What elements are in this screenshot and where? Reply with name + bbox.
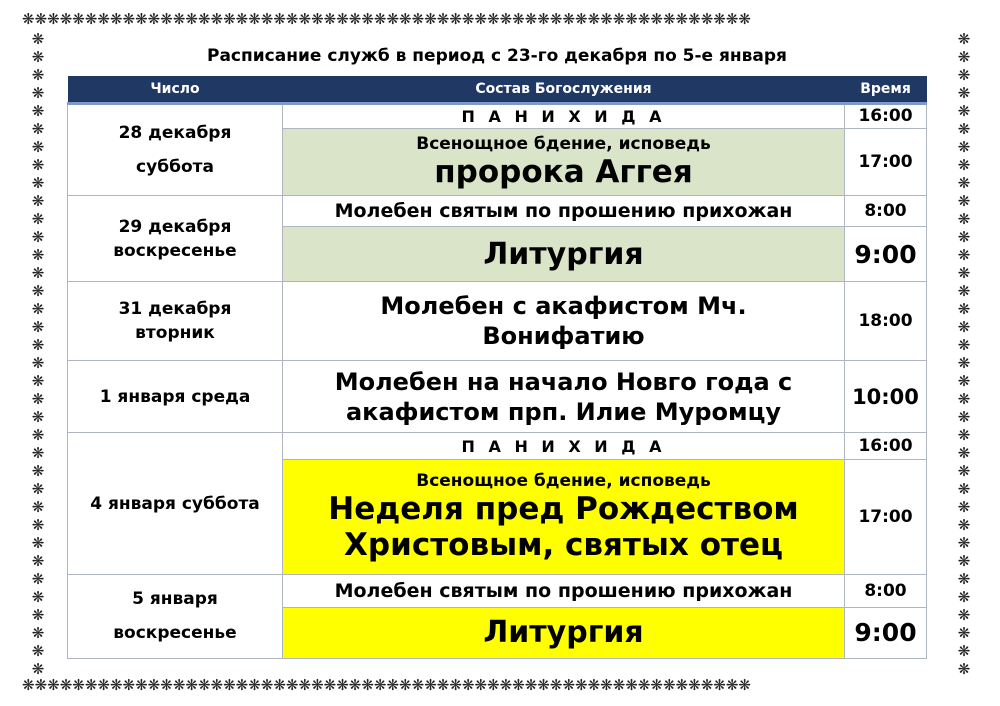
date-cell xyxy=(68,196,283,282)
table-row xyxy=(68,433,927,460)
date-cell xyxy=(68,104,283,196)
service-line-1: Молебен с акафистом Мч. xyxy=(380,292,747,321)
time-cell: 17:00 xyxy=(845,459,927,574)
service-cell: П А Н И Х И Д А xyxy=(283,104,845,129)
table-row xyxy=(68,196,927,227)
service-line-2: Вонифатию xyxy=(482,322,645,351)
service-line-1: Молебен на начало Новго года с xyxy=(334,367,793,396)
date-cell xyxy=(68,574,283,658)
date-cell xyxy=(68,282,283,361)
weekday-text: воскресенье xyxy=(113,240,237,261)
service-cell-highlight: Литургия xyxy=(283,607,845,658)
service-cell-highlight xyxy=(283,128,845,196)
service-cell: Молебен святым по прошению прихожан xyxy=(283,574,845,607)
time-cell: 10:00 xyxy=(845,361,927,433)
date-text: 28 декабря xyxy=(118,123,232,144)
service-line-2: Христовым, святых отец xyxy=(344,526,783,563)
time-cell: 18:00 xyxy=(845,282,927,361)
service-subtitle: Всенощное бдение, исповедь xyxy=(416,133,711,154)
service-cell xyxy=(283,361,845,433)
time-cell: 16:00 xyxy=(845,104,927,129)
time-cell: 8:00 xyxy=(845,196,927,227)
service-cell-highlight: Литургия xyxy=(283,227,845,282)
service-title: пророка Аггея xyxy=(434,153,693,190)
table-row xyxy=(68,361,927,433)
weekday-text: воскресенье xyxy=(113,623,237,644)
date-text: 29 декабря xyxy=(118,216,232,237)
table-row xyxy=(68,282,927,361)
service-line-1: Неделя пред Рождеством xyxy=(328,490,799,527)
time-cell: 16:00 xyxy=(845,433,927,460)
schedule-table xyxy=(67,76,927,659)
weekday-text: вторник xyxy=(135,323,215,344)
service-cell: П А Н И Х И Д А xyxy=(283,433,845,460)
weekday-text: суббота xyxy=(136,157,214,178)
date-cell: 4 января суббота xyxy=(68,433,283,575)
service-subtitle: Всенощное бдение, исповедь xyxy=(416,470,711,491)
service-cell-highlight xyxy=(283,459,845,574)
time-cell: 17:00 xyxy=(845,128,927,196)
table-row xyxy=(68,104,927,129)
time-cell: 9:00 xyxy=(845,607,927,658)
border-right: ❋❋❋❋❋❋❋❋❋❋❋❋❋❋❋❋❋❋❋❋❋❋❋❋❋❋❋❋❋❋❋❋❋❋❋❋ xyxy=(957,30,971,676)
date-text: 31 декабря xyxy=(118,299,232,320)
border-top: ❋❋❋❋❋❋❋❋❋❋❋❋❋❋❋❋❋❋❋❋❋❋❋❋❋❋❋❋❋❋❋❋❋❋❋❋❋❋❋❋❋❋❋❋❋❋❋❋❋❋❋❋❋❋❋❋❋❋ xyxy=(22,10,751,28)
service-cell xyxy=(283,282,845,361)
time-cell: 8:00 xyxy=(845,574,927,607)
border-bottom: ❋❋❋❋❋❋❋❋❋❋❋❋❋❋❋❋❋❋❋❋❋❋❋❋❋❋❋❋❋❋❋❋❋❋❋❋❋❋❋❋❋❋❋❋❋❋❋❋❋❋❋❋❋❋❋❋❋❋ xyxy=(22,676,751,694)
header-date: Число xyxy=(68,76,283,104)
service-line-2: акафистом прп. Илие Муромцу xyxy=(345,397,782,426)
border-left: ❋❋❋❋❋❋❋❋❋❋❋❋❋❋❋❋❋❋❋❋❋❋❋❋❋❋❋❋❋❋❋❋❋❋❋❋ xyxy=(31,30,45,676)
date-cell: 1 января среда xyxy=(68,361,283,433)
table-row xyxy=(68,574,927,607)
header-time: Время xyxy=(845,76,927,104)
service-cell: Молебен святым по прошению прихожан xyxy=(283,196,845,227)
page-title: Расписание служб в период с 23-го декабря по 5-е января xyxy=(207,46,787,66)
table-header-row xyxy=(68,76,927,104)
header-service: Состав Богослужения xyxy=(283,76,845,104)
time-cell: 9:00 xyxy=(845,227,927,282)
date-text: 5 января xyxy=(132,589,218,610)
